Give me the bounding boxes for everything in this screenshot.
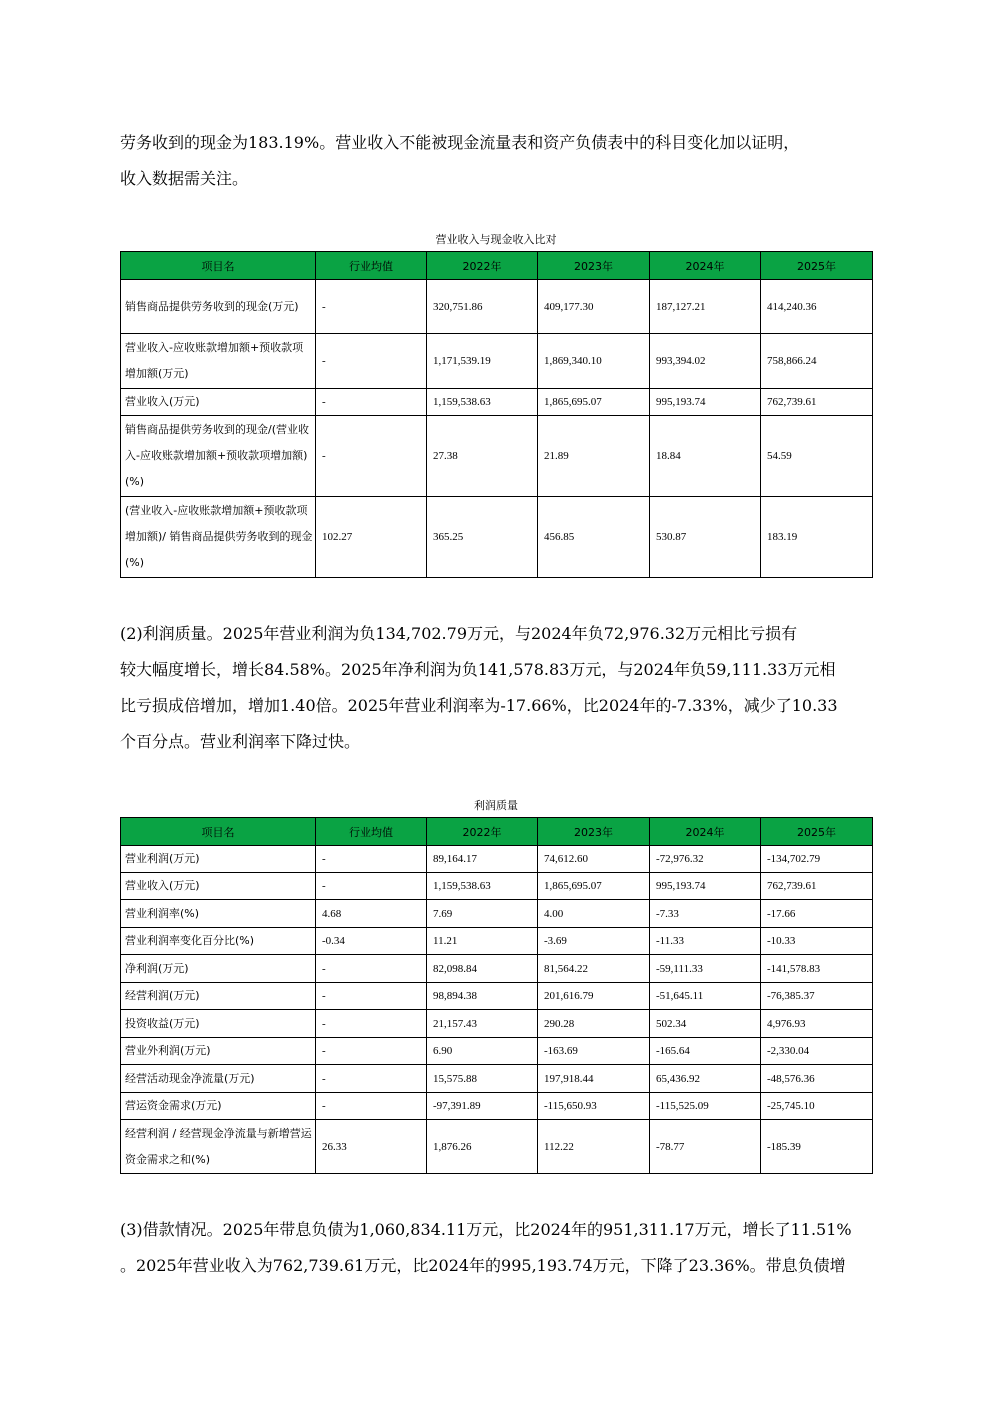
cell-value: -17.66 [761, 900, 873, 928]
table-header-row [121, 818, 873, 846]
borrowing-paragraph [120, 1212, 880, 1284]
cell-value: 201,616.79 [538, 983, 650, 1010]
table-row [121, 928, 873, 955]
cell-value: - [316, 1038, 427, 1065]
row-label: 销售商品提供劳务收到的现金(万元) [121, 280, 316, 334]
cell-value: -185.39 [761, 1120, 873, 1174]
cell-value: -2,330.04 [761, 1038, 873, 1065]
row-label: 净利润(万元) [121, 955, 316, 983]
cell-value: -97,391.89 [427, 1093, 538, 1120]
paragraph-line: (3)借款情况。2025年带息负债为1,060,834.11万元，比2024年的951,311.17万元，增长了11.51% [120, 1220, 852, 1239]
table-row [121, 334, 873, 389]
row-label: 经营活动现金净流量(万元) [121, 1065, 316, 1093]
cell-value: 187,127.21 [650, 280, 761, 334]
row-label: 营业利润(万元) [121, 846, 316, 873]
cell-value: -115,525.09 [650, 1093, 761, 1120]
cell-value: 995,193.74 [650, 389, 761, 416]
row-label: 经营利润 / 经营现金净流量与新增营运资金需求之和(%) [121, 1120, 316, 1174]
cell-value: 1,865,695.07 [538, 873, 650, 900]
cell-value: - [316, 416, 427, 497]
cell-value: - [316, 873, 427, 900]
cell-value: 1,869,340.10 [538, 334, 650, 389]
cell-value: -78.77 [650, 1120, 761, 1174]
table-row [121, 389, 873, 416]
cell-value: 995,193.74 [650, 873, 761, 900]
cell-value: -0.34 [316, 928, 427, 955]
table-row [121, 280, 873, 334]
cell-value: - [316, 1010, 427, 1038]
table-row [121, 846, 873, 873]
row-label: 营业利润率变化百分比(%) [121, 928, 316, 955]
cell-value: 758,866.24 [761, 334, 873, 389]
cell-value: - [316, 280, 427, 334]
row-label: (营业收入-应收账款增加额+预收款项增加额)/ 销售商品提供劳务收到的现金(%) [121, 497, 316, 578]
cell-value: 1,159,538.63 [427, 873, 538, 900]
cell-value: -10.33 [761, 928, 873, 955]
row-label: 营运资金需求(万元) [121, 1093, 316, 1120]
cell-value: -51,645.11 [650, 983, 761, 1010]
table1-caption: 营业收入与现金收入比对 [435, 233, 557, 246]
profit-quality-table [120, 817, 873, 1174]
cell-value: - [316, 389, 427, 416]
cell-value: - [316, 955, 427, 983]
row-label: 营业收入-应收账款增加额+预收款项增加额(万元) [121, 334, 316, 389]
row-label: 销售商品提供劳务收到的现金/(营业收入-应收账款增加额+预收款项增加额)(%) [121, 416, 316, 497]
cell-value: 15,575.88 [427, 1065, 538, 1093]
cell-value: 530.87 [650, 497, 761, 578]
cell-value: -48,576.36 [761, 1065, 873, 1093]
table-row [121, 983, 873, 1010]
cell-value: -76,385.37 [761, 983, 873, 1010]
cell-value: - [316, 334, 427, 389]
cell-value: 4.68 [316, 900, 427, 928]
cell-value: 183.19 [761, 497, 873, 578]
row-label: 营业收入(万元) [121, 389, 316, 416]
table-row [121, 497, 873, 578]
cell-value: - [316, 983, 427, 1010]
cell-value: -72,976.32 [650, 846, 761, 873]
table-row [121, 1038, 873, 1065]
header-2022: 2022年 [427, 818, 538, 846]
cell-value: 54.59 [761, 416, 873, 497]
intro-line: 劳务收到的现金为183.19%。营业收入不能被现金流量表和资产负债表中的科目变化加以证明， [120, 133, 800, 152]
header-industry-avg: 行业均值 [316, 818, 427, 846]
table-header-row [121, 252, 873, 280]
cell-value: 18.84 [650, 416, 761, 497]
header-2023: 2023年 [538, 252, 650, 280]
cell-value: -7.33 [650, 900, 761, 928]
cell-value: 1,876.26 [427, 1120, 538, 1174]
header-2023: 2023年 [538, 818, 650, 846]
cell-value: 21.89 [538, 416, 650, 497]
table-row [121, 416, 873, 497]
table-row [121, 955, 873, 983]
cell-value: 197,918.44 [538, 1065, 650, 1093]
row-label: 经营利润(万元) [121, 983, 316, 1010]
cell-value: 1,159,538.63 [427, 389, 538, 416]
header-item-name: 项目名 [121, 252, 316, 280]
table-row [121, 1093, 873, 1120]
cell-value: -11.33 [650, 928, 761, 955]
table-row [121, 900, 873, 928]
cell-value: -25,745.10 [761, 1093, 873, 1120]
cell-value: 7.69 [427, 900, 538, 928]
cell-value: 112.22 [538, 1120, 650, 1174]
cell-value: 65,436.92 [650, 1065, 761, 1093]
cell-value: -3.69 [538, 928, 650, 955]
cell-value: -59,111.33 [650, 955, 761, 983]
header-2024: 2024年 [650, 818, 761, 846]
cell-value: - [316, 1093, 427, 1120]
cell-value: - [316, 1065, 427, 1093]
table-row [121, 873, 873, 900]
row-label: 营业收入(万元) [121, 873, 316, 900]
cell-value: 6.90 [427, 1038, 538, 1065]
cell-value: 762,739.61 [761, 873, 873, 900]
cell-value: 98,894.38 [427, 983, 538, 1010]
cell-value: 414,240.36 [761, 280, 873, 334]
cell-value: 102.27 [316, 497, 427, 578]
cell-value: 21,157.43 [427, 1010, 538, 1038]
header-2022: 2022年 [427, 252, 538, 280]
paragraph-line: 。2025年营业收入为762,739.61万元，比2024年的995,193.74万元，下降了23.36%。带息负债增 [120, 1256, 846, 1275]
cell-value: 456.85 [538, 497, 650, 578]
cell-value: -141,578.83 [761, 955, 873, 983]
cell-value: 290.28 [538, 1010, 650, 1038]
cell-value: -134,702.79 [761, 846, 873, 873]
header-item-name: 项目名 [121, 818, 316, 846]
cell-value: 1,865,695.07 [538, 389, 650, 416]
paragraph-line: 较大幅度增长，增长84.58%。2025年净利润为负141,578.83万元，与2024年负59,111.33万元相 [120, 660, 836, 679]
cell-value: -165.64 [650, 1038, 761, 1065]
cell-value: 89,164.17 [427, 846, 538, 873]
header-2025: 2025年 [761, 252, 873, 280]
intro-paragraph [120, 125, 880, 197]
cell-value: 11.21 [427, 928, 538, 955]
header-industry-avg: 行业均值 [316, 252, 427, 280]
cell-value: 26.33 [316, 1120, 427, 1174]
cell-value: 4,976.93 [761, 1010, 873, 1038]
row-label: 营业利润率(%) [121, 900, 316, 928]
table-row [121, 1065, 873, 1093]
row-label: 投资收益(万元) [121, 1010, 316, 1038]
paragraph-line: 个百分点。营业利润率下降过快。 [120, 732, 361, 751]
cell-value: 27.38 [427, 416, 538, 497]
cell-value: -115,650.93 [538, 1093, 650, 1120]
revenue-cash-table [120, 251, 873, 578]
table-row [121, 1120, 873, 1174]
cell-value: 81,564.22 [538, 955, 650, 983]
cell-value: 320,751.86 [427, 280, 538, 334]
row-label: 营业外利润(万元) [121, 1038, 316, 1065]
paragraph-line: 比亏损成倍增加，增加1.40倍。2025年营业利润率为-17.66%，比2024年的-7.33%，减少了10.33 [120, 696, 838, 715]
cell-value: 502.34 [650, 1010, 761, 1038]
table-row [121, 1010, 873, 1038]
cell-value: 1,171,539.19 [427, 334, 538, 389]
intro-line: 收入数据需关注。 [120, 169, 249, 188]
cell-value: 74,612.60 [538, 846, 650, 873]
cell-value: 82,098.84 [427, 955, 538, 983]
cell-value: -163.69 [538, 1038, 650, 1065]
cell-value: 409,177.30 [538, 280, 650, 334]
cell-value: 365.25 [427, 497, 538, 578]
cell-value: 4.00 [538, 900, 650, 928]
paragraph-line: (2)利润质量。2025年营业利润为负134,702.79万元，与2024年负72,976.32万元相比亏损有 [120, 624, 798, 643]
cell-value: 762,739.61 [761, 389, 873, 416]
header-2024: 2024年 [650, 252, 761, 280]
cell-value: - [316, 846, 427, 873]
header-2025: 2025年 [761, 818, 873, 846]
cell-value: 993,394.02 [650, 334, 761, 389]
table2-caption: 利润质量 [474, 799, 518, 812]
profit-quality-paragraph [120, 616, 880, 760]
